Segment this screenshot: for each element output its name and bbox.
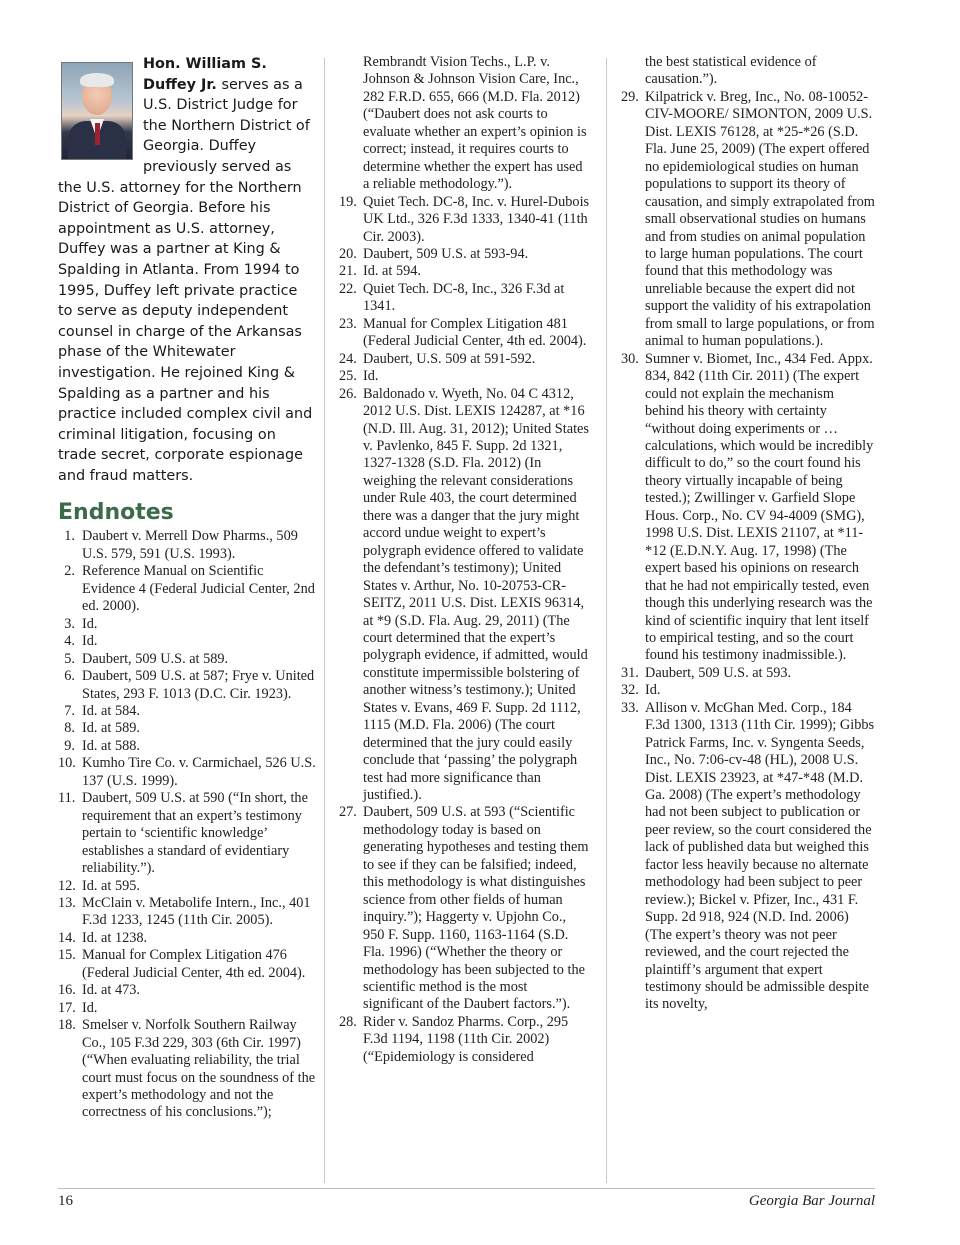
endnote-item bbox=[621, 665, 875, 682]
endnote-item bbox=[339, 386, 591, 805]
endnote-text: Quiet Tech. DC-8, Inc. v. Hurel-Dubois UK Ltd., 326 F.3d 1333, 1340-41 (11th Cir. 2003). bbox=[363, 193, 590, 245]
endnote-number bbox=[339, 54, 363, 194]
middle-column bbox=[339, 54, 591, 1066]
endnote-number: 27. bbox=[339, 804, 357, 821]
author-bio-text: serves as a U.S. District Judge for the Northern District of Georgia. Duffey previously served as the U.S. attorney for the Northern District of Georgia. Before his appointment as U.S. attorney, Duffey was a partner at King & Spalding in Atlanta. From 1994 to 1995, Duffey left private practice to serve as deputy independent counsel in charge of the Arkansas phase of the Whitewater investigation. He rejoined King & Spalding as a partner and his practice included complex civil and criminal litigation, focusing on trade secret, corporate espionage and fraud matters. bbox=[58, 76, 313, 484]
endnote-item bbox=[339, 804, 591, 1013]
author-photo bbox=[61, 62, 133, 160]
endnote-item bbox=[58, 947, 316, 982]
endnote-item bbox=[58, 1000, 316, 1017]
endnote-text: Smelser v. Norfolk Southern Railway Co., 105 F.3d 229, 303 (6th Cir. 1997) (“When evaluating reliability, the trial court must focus on the soundness of the expert’s methodology and not the correctness of his conclusions.”); bbox=[82, 1017, 316, 1121]
endnote-number: 1. bbox=[64, 528, 75, 545]
endnote-item bbox=[621, 700, 875, 1014]
endnote-number: 2. bbox=[64, 563, 75, 580]
endnote-number: 32. bbox=[621, 682, 639, 699]
endnote-text: Id. at 1238. bbox=[82, 929, 148, 946]
endnote-item bbox=[58, 982, 316, 999]
endnote-text: Daubert, 509 U.S. at 593-94. bbox=[363, 245, 529, 262]
endnote-text: Rider v. Sandoz Pharms. Corp., 295 F.3d 1194, 1198 (11th Cir. 2002) (“Epidemiology is considered bbox=[363, 1013, 569, 1065]
endnote-item bbox=[339, 263, 591, 280]
endnote-item bbox=[339, 1014, 591, 1066]
endnote-item bbox=[58, 790, 316, 877]
endnote-item bbox=[339, 54, 591, 194]
endnote-number: 17. bbox=[58, 999, 76, 1016]
endnote-text: Rembrandt Vision Techs., L.P. v. Johnson & Johnson Vision Care, Inc., 282 F.R.D. 655, 666 (M.D. Fla. 2012) (“Daubert does not ask courts to evaluate whether an expert’s opinion is correct; instead, it requires courts to determine whether the expert has used a reliable methodology.”). bbox=[363, 54, 587, 193]
endnote-item bbox=[339, 194, 591, 246]
endnote-item bbox=[58, 895, 316, 930]
endnote-number: 22. bbox=[339, 280, 357, 297]
endnotes-list-col2 bbox=[339, 54, 591, 1066]
endnote-number: 23. bbox=[339, 315, 357, 332]
endnote-number: 3. bbox=[64, 615, 75, 632]
endnote-text: Id. at 473. bbox=[82, 982, 140, 999]
endnote-number: 26. bbox=[339, 385, 357, 402]
endnote-number: 18. bbox=[58, 1017, 76, 1034]
journal-name: Georgia Bar Journal bbox=[748, 1193, 875, 1209]
author-bio bbox=[58, 54, 316, 486]
endnote-number: 5. bbox=[64, 650, 75, 667]
endnote-text: McClain v. Metabolife Intern., Inc., 401 F.3d 1233, 1245 (11th Cir. 2005). bbox=[82, 894, 311, 929]
endnote-text: Id. bbox=[363, 368, 379, 385]
endnotes-heading: Endnotes bbox=[58, 500, 174, 526]
endnotes-list-col3 bbox=[621, 54, 875, 1014]
endnote-item bbox=[58, 738, 316, 755]
endnote-number: 10. bbox=[58, 755, 76, 772]
endnote-item bbox=[58, 563, 316, 615]
right-column bbox=[621, 54, 875, 1014]
endnote-text: Id. at 595. bbox=[82, 877, 140, 894]
endnote-text: Id. at 588. bbox=[82, 737, 140, 754]
endnote-number: 11. bbox=[58, 790, 76, 807]
endnote-number: 19. bbox=[339, 193, 357, 210]
endnote-number: 28. bbox=[339, 1013, 357, 1030]
endnote-text: Id. bbox=[645, 682, 661, 699]
endnote-text: Kumho Tire Co. v. Carmichael, 526 U.S. 137 (U.S. 1999). bbox=[82, 755, 316, 789]
endnote-number: 9. bbox=[64, 737, 75, 754]
endnote-number: 20. bbox=[339, 245, 357, 262]
endnote-number: 30. bbox=[621, 350, 639, 367]
endnotes-list-col1 bbox=[58, 528, 316, 1121]
endnote-text: Id. at 589. bbox=[82, 720, 140, 737]
endnote-number: 4. bbox=[64, 633, 75, 650]
endnote-item bbox=[58, 878, 316, 895]
endnote-item bbox=[58, 1017, 316, 1122]
endnote-item bbox=[58, 633, 316, 650]
endnote-number: 29. bbox=[621, 88, 639, 105]
page-footer bbox=[58, 1188, 875, 1209]
endnote-text: Daubert, 509 U.S. at 587; Frye v. United States, 293 F. 1013 (D.C. Cir. 1923). bbox=[82, 668, 315, 702]
endnote-item bbox=[339, 316, 591, 351]
endnote-item bbox=[58, 651, 316, 668]
endnote-number: 7. bbox=[64, 703, 75, 719]
endnote-number: 16. bbox=[58, 982, 76, 999]
endnote-text: Kilpatrick v. Breg, Inc., No. 08-10052-CIV-MOORE/ SIMONTON, 2009 U.S. Dist. LEXIS 76128, at *25-*26 (S.D. Fla. June 25, 2009) (The expert offered no epidemiological studies on human populations to support its theory of causation, and simply extrapolated from small observational studies on humans and from studies on animal population to large human populations. The court found that this methodology was unreliable because the expert did not support the validity of his extrapolation from small to large populations, or from animal to human populations.). bbox=[645, 88, 875, 350]
endnote-text: Id. at 584. bbox=[82, 703, 140, 719]
endnote-number: 14. bbox=[58, 929, 76, 946]
endnote-number: 15. bbox=[58, 947, 76, 964]
endnote-text: Baldonado v. Wyeth, No. 04 C 4312, 2012 U.S. Dist. LEXIS 124287, at *16 (N.D. Ill. Aug. 31, 2012); United States v. Pavlenko, 845 F. Supp. 2d 1321, 1327-1328 (S.D. Fla. 2012) (In weighing the relevant considerations under Rule 403, the court determined there was a danger that the jury might accord undue weight to expert’s polygraph evidence offered to validate the defendant’s testimony); United States v. Arthur, No. 10-20753-CR-SEITZ, 2011 U.S. Dist. LEXIS 96314, at *9 (S.D. Fla. Aug. 29, 2011) (The court determined that the expert’s polygraph evidence, if admitted, would constitute impermissible bolstering of another witness’s testimony.); United States v. Evans, 469 F. Supp. 2d 1112, 1115 (M.D. Fla. 2006) (The court determined that the jury could easily conclude that ‘passing’ the polygraph test had more significance than justified.). bbox=[363, 385, 589, 804]
endnote-item bbox=[621, 682, 875, 699]
endnote-text: Id. bbox=[82, 999, 98, 1016]
endnote-item bbox=[58, 528, 316, 563]
endnote-item bbox=[58, 755, 316, 790]
endnote-number: 31. bbox=[621, 664, 639, 681]
endnote-number bbox=[621, 54, 645, 89]
endnote-item bbox=[58, 616, 316, 633]
endnote-text: Allison v. McGhan Med. Corp., 184 F.3d 1300, 1313 (11th Cir. 1999); Gibbs Patrick Farms, Inc. v. Syngenta Seeds, Inc., No. 7:06-cv-48 (HL), 2008 U.S. Dist. LEXIS 23923, at *47-*48 (M.D. Ga. 2008) (The expert’s methodology had not been subject to publication or peer review, so the court considered the lack of published data but weighed this factor less heavily because no alternate methodology had been subject to peer review.); Bickel v. Pfizer, Inc., 431 F. Supp. 2d 918, 924 (N.D. Ind. 2006) (The expert’s theory was not peer reviewed, and the court rejected the plaintiff’s argument that expert testimony should be admissible despite its novelty, bbox=[645, 699, 875, 1013]
endnote-text: Daubert, 509 U.S. at 589. bbox=[82, 650, 229, 667]
endnote-text: Id. at 594. bbox=[363, 263, 421, 280]
endnote-text: Daubert, U.S. 509 at 591-592. bbox=[363, 350, 536, 367]
endnote-item bbox=[621, 89, 875, 351]
column-rule-1 bbox=[324, 58, 325, 1183]
left-column bbox=[58, 54, 316, 1122]
endnote-item bbox=[58, 720, 316, 737]
endnote-number: 13. bbox=[58, 894, 76, 911]
endnote-number: 6. bbox=[64, 668, 75, 685]
endnote-text: Daubert, 509 U.S. at 593. bbox=[645, 664, 792, 681]
endnote-text: the best statistical evidence of causation.”). bbox=[645, 54, 817, 88]
endnote-number: 21. bbox=[339, 263, 357, 280]
endnote-item bbox=[58, 668, 316, 703]
endnote-item bbox=[621, 54, 875, 89]
endnote-number: 25. bbox=[339, 368, 357, 385]
page-number: 16 bbox=[58, 1193, 73, 1209]
endnote-number: 33. bbox=[621, 699, 639, 716]
endnote-text: Daubert, 509 U.S. at 590 (“In short, the requirement that an expert’s testimony pertain to ‘scientific knowledge’ establishes a standard of evidentiary reliability.”). bbox=[82, 790, 308, 877]
endnote-item bbox=[339, 281, 591, 316]
endnote-number: 12. bbox=[58, 877, 76, 894]
endnote-number: 24. bbox=[339, 350, 357, 367]
endnote-item bbox=[58, 930, 316, 947]
endnote-item bbox=[621, 351, 875, 665]
endnote-item bbox=[339, 368, 591, 385]
column-rule-2 bbox=[606, 58, 607, 1183]
endnote-text: Manual for Complex Litigation 476 (Federal Judicial Center, 4th ed. 2004). bbox=[82, 947, 306, 981]
endnote-text: Daubert, 509 U.S. at 593 (“Scientific methodology today is based on generating hypotheses and testing them to see if they can be falsified; indeed, this methodology is what distinguishes science from other fields of human inquiry.”); Haggerty v. Upjohn Co., 950 F. Supp. 1160, 1163-1164 (S.D. Fla. 1996) (“Whether the theory or methodology has been subjected to the scientific method is the most significant of the Daubert factors.”). bbox=[363, 804, 589, 1013]
endnote-item bbox=[339, 246, 591, 263]
author-name: Hon. William S. Duffey Jr. bbox=[143, 56, 267, 93]
endnote-text: Id. bbox=[82, 633, 98, 650]
endnote-text: Daubert v. Merrell Dow Pharms., 509 U.S. 579, 591 (U.S. 1993). bbox=[82, 528, 298, 562]
endnote-text: Id. bbox=[82, 615, 98, 632]
endnote-text: Reference Manual on Scientific Evidence 4 (Federal Judicial Center, 2nd ed. 2000). bbox=[82, 563, 315, 615]
endnote-item bbox=[58, 703, 316, 720]
endnote-text: Manual for Complex Litigation 481 (Federal Judicial Center, 4th ed. 2004). bbox=[363, 315, 587, 350]
endnote-text: Sumner v. Biomet, Inc., 434 Fed. Appx. 834, 842 (11th Cir. 2011) (The expert could not explain the mechanism behind his theory with certainty “without doing experiments or … calculations, which would be incredibly difficult to do,” so the court found his theory virtually incapable of being tested.); Zwillinger v. Garfield Slope Hous. Corp., No. CV 94-4009 (SMG), 1998 U.S. Dist. LEXIS 21107, at *11-*12 (E.D.N.Y. Aug. 17, 1998) (The expert based his opinions on research that he had not empirically tested, even though this underlying research was the kind of scientific inquiry that lent itself to empirical testing, and so the court found his testimony inadmissible.). bbox=[645, 350, 874, 664]
endnote-item bbox=[339, 351, 591, 368]
endnote-number: 8. bbox=[64, 720, 75, 737]
endnote-text: Quiet Tech. DC-8, Inc., 326 F.3d at 1341. bbox=[363, 280, 565, 315]
